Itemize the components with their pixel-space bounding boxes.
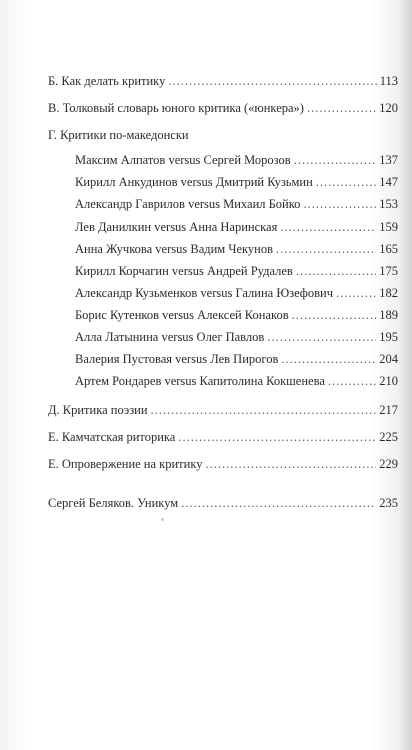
toc-entry-title: Д. Критика поэзии	[48, 403, 148, 417]
toc-entry-page: 225	[379, 430, 398, 444]
toc-entry-page: 175	[379, 264, 398, 278]
page-edge-shadow	[398, 0, 412, 750]
toc-subentry	[75, 242, 398, 256]
toc-entry-afterword	[48, 496, 398, 510]
toc-entry-page: 182	[379, 286, 398, 300]
leader-dots	[281, 352, 376, 366]
toc-entry-page: 147	[379, 175, 398, 189]
toc-entry-title: Е. Камчатская риторика	[48, 430, 176, 444]
toc-entry-title: Алла Латынина versus Олег Павлов	[75, 330, 265, 344]
leader-dots	[328, 374, 376, 388]
leader-dots	[307, 101, 376, 115]
toc-entry-d	[48, 403, 398, 417]
leader-dots	[267, 330, 376, 344]
leader-dots	[303, 197, 376, 211]
leader-dots	[205, 457, 376, 471]
toc-entry-page: 229	[379, 457, 398, 471]
toc-entry-title: Анна Жучкова versus Вадим Чекунов	[75, 242, 273, 256]
leader-dots	[151, 403, 377, 417]
toc-entry-v	[48, 101, 398, 115]
toc-entry-title: Борис Кутенков versus Алексей Конаков	[75, 308, 289, 322]
toc-entry-page: 137	[379, 153, 398, 167]
toc-subentry	[75, 197, 398, 211]
toc-entry-title: Александр Гаврилов versus Михаил Бойко	[75, 197, 301, 211]
toc-subentry	[75, 374, 398, 388]
toc-entry-title: Сергей Беляков. Уникум	[48, 496, 179, 510]
toc-entry-page: 217	[379, 403, 398, 417]
toc-subentry	[75, 286, 398, 300]
toc-entry-page: 189	[379, 308, 398, 322]
leader-dots	[181, 496, 376, 510]
toc-subentry	[75, 220, 398, 234]
toc-entry-title: Кирилл Анкудинов versus Дмитрий Кузьмин	[75, 175, 313, 189]
toc-entry-title: Е. Опровержение на критику	[48, 457, 203, 471]
toc-entry-page: 235	[379, 496, 398, 510]
toc-entry-e2	[48, 457, 398, 471]
leader-dots	[316, 175, 376, 189]
toc-entry-page: 204	[379, 352, 398, 366]
section-heading-g: Г. Критики по-македонски	[48, 128, 189, 142]
leader-dots	[292, 308, 377, 322]
leader-dots	[296, 264, 376, 278]
toc-entry-page: 113	[379, 74, 398, 88]
toc-entry-page: 195	[379, 330, 398, 344]
toc-entry-page: 153	[379, 197, 398, 211]
toc-entry-page: 159	[379, 220, 398, 234]
toc-entry-page: 120	[379, 101, 398, 115]
toc-entry-title: В. Толковый словарь юного критика («юнкера»)	[48, 101, 304, 115]
toc-entry-title: Б. Как делать критику	[48, 74, 166, 88]
toc-subentry	[75, 330, 398, 344]
toc-subentry	[75, 308, 398, 322]
toc-entry-page: 165	[379, 242, 398, 256]
leader-dots	[276, 242, 376, 256]
toc-entry-e1	[48, 430, 398, 444]
toc-entry-page: 210	[379, 374, 398, 388]
toc-entry-title: Александр Кузьменков versus Галина Юзефович	[75, 286, 334, 300]
toc-entry-title: Валерия Пустовая versus Лев Пирогов	[75, 352, 279, 366]
toc-subentry	[75, 352, 398, 366]
leader-dots	[336, 286, 376, 300]
leader-dots	[280, 220, 376, 234]
toc-entry-title: Кирилл Корчагин versus Андрей Рудалев	[75, 264, 293, 278]
toc-entry-title: Лев Данилкин versus Анна Наринская	[75, 220, 278, 234]
leader-dots	[178, 430, 376, 444]
toc-entry-b	[48, 74, 398, 88]
toc-entry-title: Максим Алпатов versus Сергей Морозов	[75, 153, 291, 167]
toc-subentry	[75, 175, 398, 189]
toc-subentry	[75, 264, 398, 278]
paper-speck	[161, 518, 164, 521]
toc-entry-title: Артем Рондарев versus Капитолина Кокшенева	[75, 374, 325, 388]
leader-dots	[294, 153, 377, 167]
leader-dots	[168, 74, 376, 88]
toc-subentry	[75, 153, 398, 167]
